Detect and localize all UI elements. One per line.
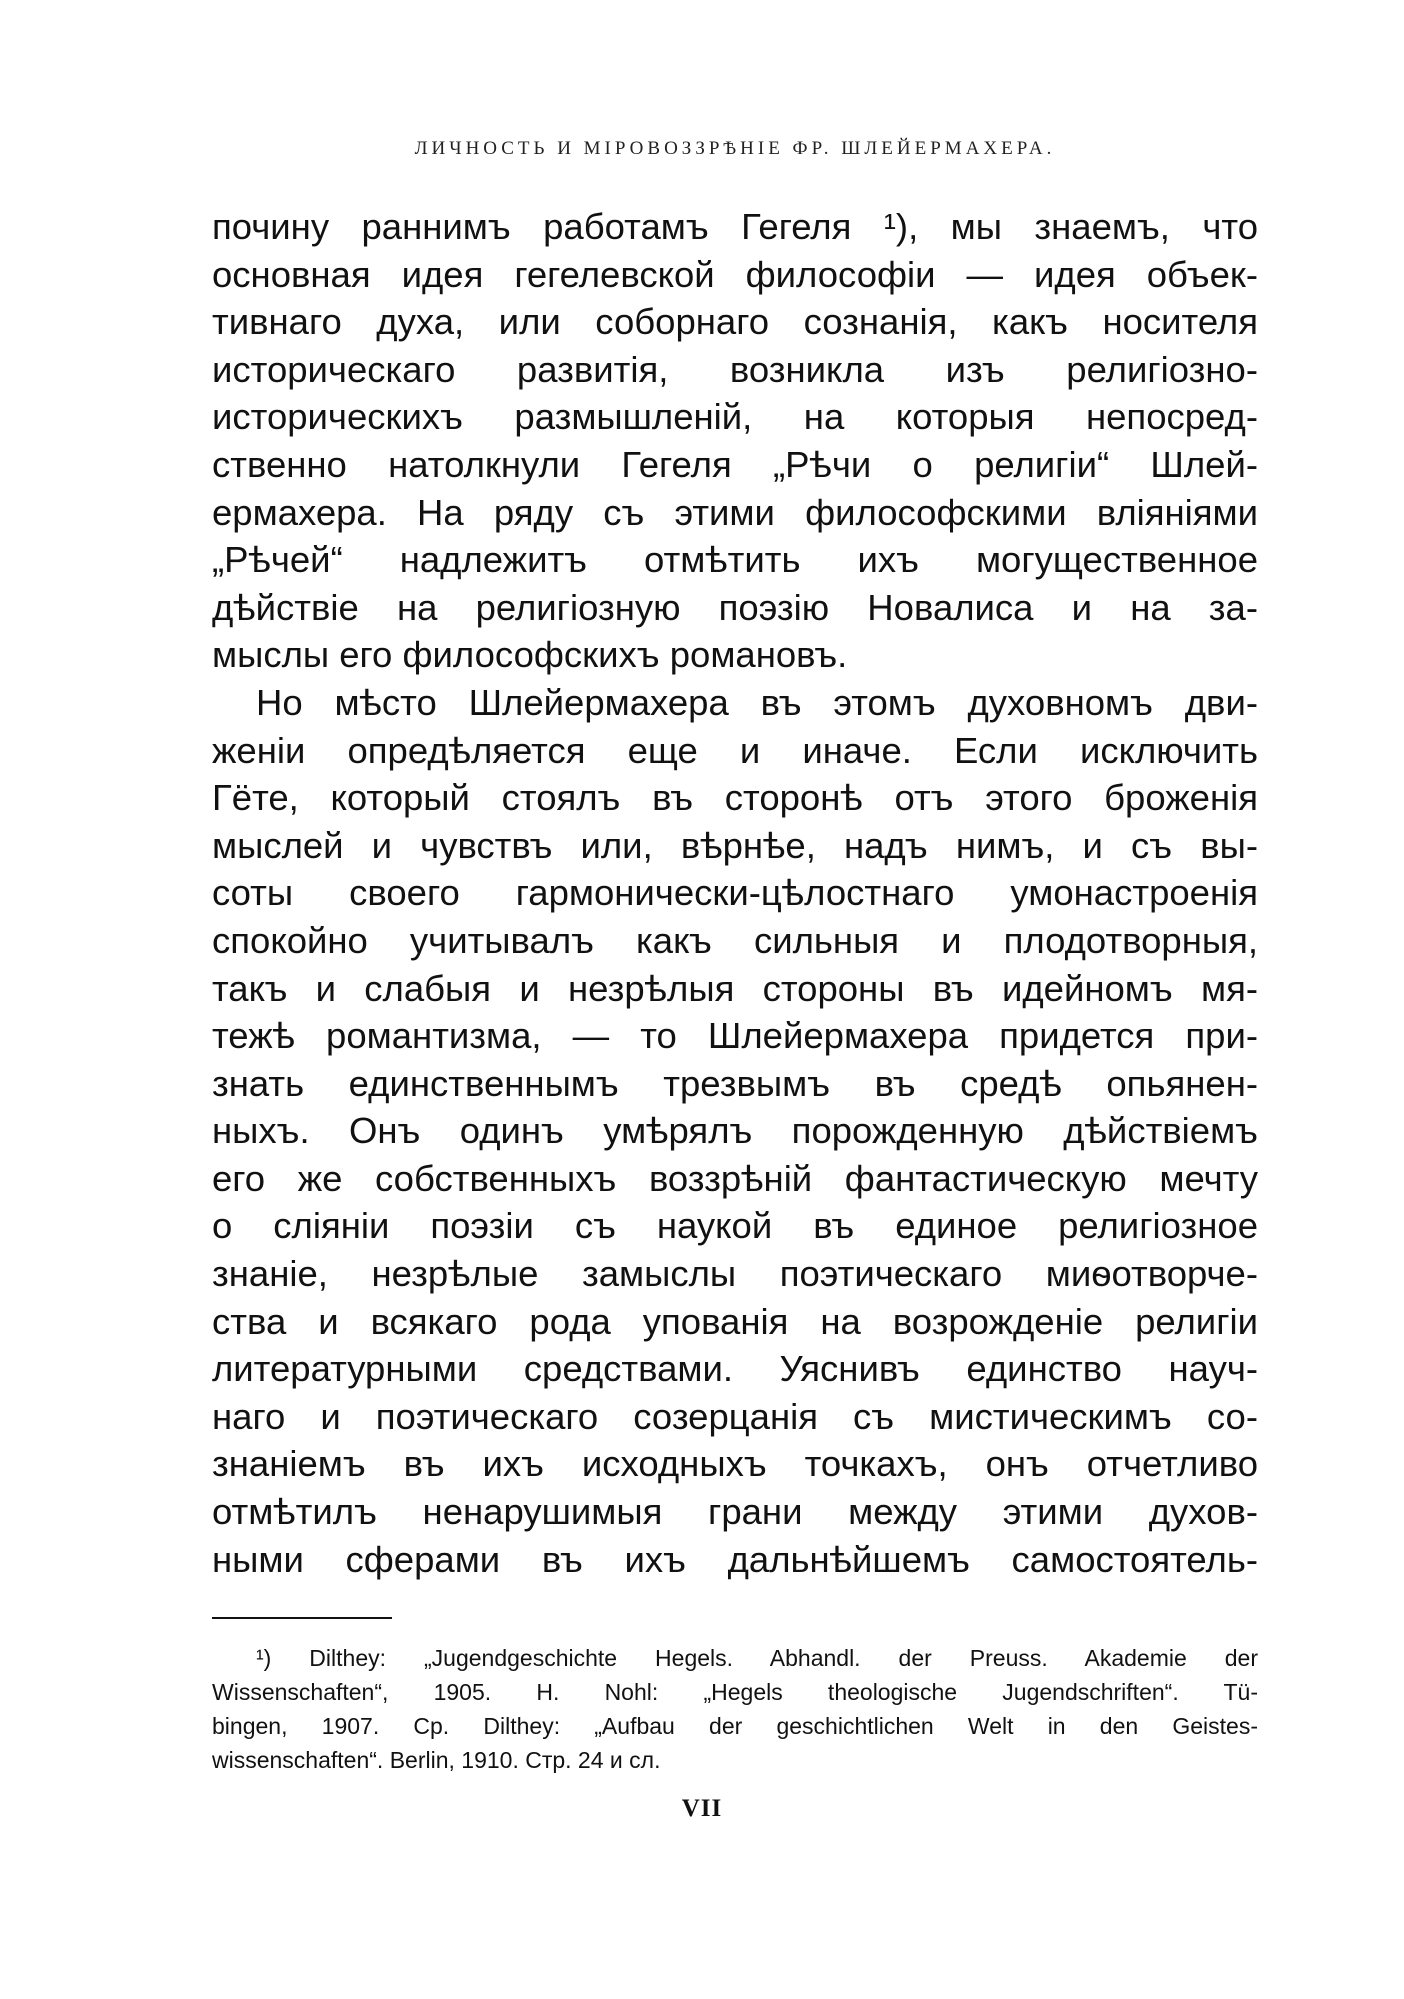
- text-line: отмѣтилъ ненарушимыя грани между этими духов-: [212, 1491, 1258, 1533]
- footnote-rule: [212, 1617, 392, 1619]
- body-text: [212, 203, 1258, 1583]
- text-line: дѣйствіе на религіозную поэзію Новалиса и на за-: [212, 586, 1258, 628]
- text-line: женіи опредѣляется еще и иначе. Если исключить: [212, 729, 1258, 771]
- text-line: ственно натолкнули Гегеля „Рѣчи о религіи“ Шлей-: [212, 443, 1258, 485]
- text-line: основная идея гегелевской философіи — идея объек-: [212, 253, 1258, 295]
- text-line: спокойно учитывалъ какъ сильныя и плодотворныя,: [212, 919, 1258, 961]
- text-line: историческаго развитія, возникла изъ религіозно-: [212, 348, 1258, 390]
- footnote-line: ¹) Dilthey: „Jugendgeschichte Hegels. Abhandl. der Preuss. Akademie der: [256, 1645, 1258, 1671]
- text-line: литературными средствами. Уяснивъ единство науч-: [212, 1348, 1258, 1390]
- text-line: мыслы его философскихъ романовъ.: [212, 634, 848, 676]
- text-line: мыслей и чувствъ или, вѣрнѣе, надъ нимъ, и съ вы-: [212, 824, 1258, 866]
- text-line: почину раннимъ работамъ Гегеля ¹), мы знаемъ, что: [212, 206, 1258, 247]
- footnote-line: Wissenschaften“, 1905. H. Nohl: „Hegels theologische Jugendschriften“. Tü-: [212, 1679, 1258, 1705]
- text-line: такъ и слабыя и незрѣлыя стороны въ идейномъ мя-: [212, 967, 1258, 1009]
- text-line: тежѣ романтизма, — то Шлейермахера придется при-: [212, 1015, 1258, 1057]
- text-line: ства и всякаго рода упованія на возрожденіе религіи: [212, 1300, 1258, 1342]
- text-line: знать единственнымъ трезвымъ въ средѣ опьянен-: [212, 1062, 1258, 1104]
- footnote-line: bingen, 1907. Ср. Dilthey: „Aufbau der geschichtlichen Welt in den Geistes-: [212, 1713, 1258, 1739]
- text-line: историческихъ размышленій, на которыя непосред-: [212, 396, 1258, 438]
- text-line: знаніемъ въ ихъ исходныхъ точкахъ, онъ отчетливо: [212, 1443, 1258, 1485]
- text-line: ными сферами въ ихъ дальнѣйшемъ самостоятель-: [212, 1538, 1258, 1580]
- text-line: ермахера. На ряду съ этими философскими вліяніями: [212, 491, 1258, 533]
- text-line: „Рѣчей“ надлежитъ отмѣтить ихъ могущественное: [212, 539, 1258, 581]
- running-head: ЛИЧНОСТЬ И МІРОВОЗЗРѢНІЕ ФР. ШЛЕЙЕРМАХЕРА.: [414, 138, 1056, 159]
- text-line: соты своего гармонически-цѣлостнаго умонастроенія: [212, 872, 1258, 914]
- page-number: VII: [681, 1795, 723, 1822]
- text-line: тивнаго духа, или соборнаго сознанія, какъ носителя: [212, 301, 1258, 343]
- text-line: о сліяніи поэзіи съ наукой въ единое религіозное: [212, 1205, 1258, 1247]
- text-line: ныхъ. Онъ одинъ умѣрялъ порожденную дѣйствіемъ: [212, 1110, 1258, 1152]
- text-line: знаніе, незрѣлые замыслы поэтическаго миѳотворче-: [212, 1253, 1258, 1295]
- footnotes: [212, 1641, 1258, 1777]
- text-line: Гёте, который стоялъ въ сторонѣ отъ этого броженія: [212, 777, 1258, 819]
- text-line: наго и поэтическаго созерцанія съ мистическимъ со-: [212, 1395, 1258, 1437]
- text-line: его же собственныхъ воззрѣній фантастическую мечту: [212, 1157, 1258, 1199]
- text-line: Но мѣсто Шлейермахера въ этомъ духовномъ дви-: [256, 681, 1258, 723]
- footnote-line: wissenschaften“. Berlin, 1910. Стр. 24 и сл.: [212, 1747, 661, 1773]
